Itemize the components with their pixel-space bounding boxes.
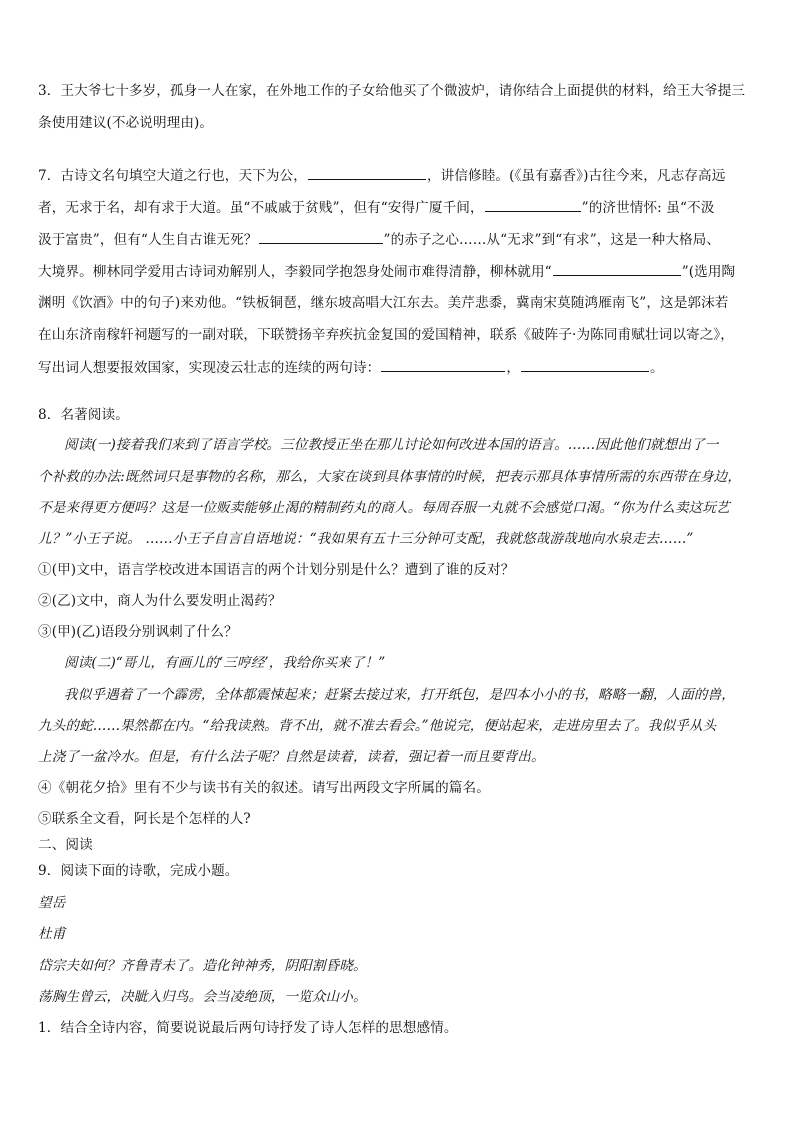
q8-subquestion-5: ⑤联系全文看，阿长是个怎样的人? (38, 811, 251, 827)
answer-blank[interactable] (521, 358, 649, 372)
q7-line-3 (38, 230, 760, 249)
q8-subquestion-2: ②(乙)文中，商人为什么要发明止渴药？ (38, 593, 282, 609)
reading-1-line: 个补救的办法:既然词只是事物的名称，那么，大家在谈到具体事情的时候，把表示那具体事情所需的东西带在身边， (38, 469, 742, 485)
reading-1-line: 阅读(一)接着我们来到了语言学校。三位教授正坐在那儿讨论如何改进本国的语言。……因此他们就想出了一 (64, 437, 719, 453)
poem-line: 荡胸生曾云，决眦入归鸟。会当凌绝顶，一览众山小。 (38, 989, 367, 1005)
reading-2-line: 九头的蛇……果然都在内。“给我读熟。背不出，就不准去看会。”他说完，便站起来，走进房里去了。我似乎从头 (38, 718, 717, 734)
q7-text: 汲于富贵”，但有“人生自古谁无死？ (38, 232, 258, 248)
q7-text: 。 (650, 360, 664, 376)
q7-line-5: 渊明《饮酒》中的句子)来劝他。“铁板铜琶，继东坡高唱大江东去。美芹悲黍，冀南宋莫随鸿雁南飞”，这是郭沫若 (38, 295, 729, 311)
q7-text: ”(选用陶 (681, 264, 736, 280)
q7-line-1 (38, 166, 760, 185)
answer-blank[interactable] (259, 230, 383, 244)
q7-line-4 (38, 262, 760, 281)
q3-line-1: 3．王大爷七十多岁，孤身一人在家，在外地工作的子女给他买了个微波炉，请你结合上面提供的材料，给王大爷提三 (38, 83, 746, 99)
q8-subquestion-3: ③(甲)(乙)语段分别讽刺了什么？ (38, 624, 238, 640)
q7-text: ，讲信修睦。(《虽有嘉香》)古往今来，凡志存高远 (426, 168, 726, 184)
section-heading: 二、阅读 (38, 837, 93, 853)
q7-text: 写出词人想要报效国家，实现凌云壮志的连续的两句诗： (38, 360, 381, 376)
reading-2-line: 我似乎遇着了一个霹雳，全体都震悚起来；赶紧去接过来，打开纸包，是四本小小的书，略略一翻，人面的兽， (64, 687, 735, 703)
poem-line: 岱宗夫如何？齐鲁青未了。造化钟神秀，阴阳割昏晓。 (38, 958, 367, 974)
q7-text: 者，无求于名，却有求于大道。虽“不戚戚于贫贱”，但有“安得广厦千间， (38, 200, 484, 216)
answer-blank[interactable] (485, 198, 581, 212)
q8-title: 8．名著阅读。 (38, 407, 129, 423)
q7-text: ， (506, 360, 521, 376)
reading-2-line: 阅读(二)“哥儿，有画儿的‘三哼经’，我给你买来了！” (64, 655, 386, 671)
poem-title: 望岳 (38, 895, 66, 911)
poem-author: 杜甫 (38, 926, 66, 942)
q9-title: 9．阅读下面的诗歌，完成小题。 (38, 863, 239, 879)
q7-text: ”的赤子之心……从“无求”到“有求”，这是一种大格局、 (383, 232, 721, 248)
answer-blank[interactable] (553, 262, 681, 276)
answer-blank[interactable] (308, 166, 426, 180)
answer-blank[interactable] (381, 358, 505, 372)
q7-text: 大境界。柳林同学爱用古诗词劝解别人，李毅同学抱怨身处闹市难得清静，柳林就用“ (38, 264, 552, 280)
q8-subquestion-4: ④《朝花夕拾》里有不少与读书有关的叙述。请写出两段文字所属的篇名。 (38, 780, 490, 796)
reading-1-line: 不是来得更方便吗？这是一位贩卖能够止渴的精制药丸的商人。每周吞服一丸就不会感觉口渴。“你为什么卖这玩艺 (38, 500, 730, 516)
q7-line-6: 在山东济南稼轩祠题写的一副对联，下联赞扬辛弃疾抗金复国的爱国精神，联系《破阵子·为陈同甫赋壮词以寄之》， (38, 327, 734, 343)
reading-1-line: 儿？”小王子说。 ……小王子自言自语地说：“我如果有五十三分钟可支配，我就悠哉游哉地向水泉走去……” (38, 531, 694, 547)
q9-subquestion-1: 1．结合全诗内容，简要说说最后两句诗抒发了诗人怎样的思想感情。 (38, 1020, 458, 1036)
q7-text: 7．古诗文名句填空大道之行也，天下为公， (38, 168, 307, 184)
q8-subquestion-1: ①(甲)文中，语言学校改进本国语言的两个计划分别是什么？遭到了谁的反对？ (38, 562, 515, 578)
q7-line-7 (38, 358, 760, 377)
q3-line-2: 条使用建议(不必说明理由)。 (38, 115, 214, 131)
q7-line-2 (38, 198, 760, 217)
q7-text: ”的济世情怀: 虽“不汲 (581, 200, 715, 216)
reading-2-line: 上浇了一盆冷水。但是，有什么法子呢？自然是读着，读着，强记着一而且要背出。 (38, 749, 545, 765)
